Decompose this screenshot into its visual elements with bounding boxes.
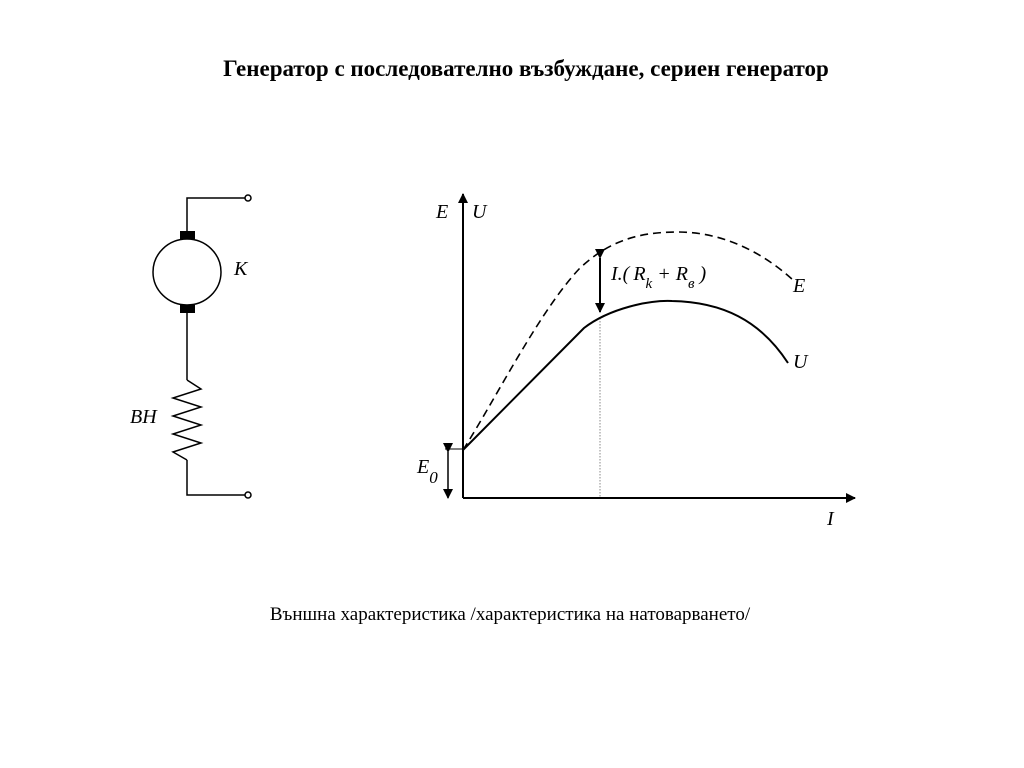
voltage-drop-r1-subscript: k	[645, 276, 653, 292]
bottom-lead-wire	[187, 460, 248, 495]
field-winding-resistor	[173, 380, 201, 460]
bottom-terminal[interactable]	[245, 492, 251, 498]
voltage-drop-close: )	[699, 263, 707, 285]
circuit-diagram	[153, 195, 251, 498]
voltage-drop-prefix: I.(	[611, 263, 630, 285]
page-title: Генератор с последователно възбуждане, сериен генератор	[223, 56, 829, 81]
voltage-curve-u	[463, 301, 788, 450]
e0-label	[416, 456, 438, 487]
armature-top-brush	[180, 231, 195, 239]
x-axis-label-i: I	[827, 508, 834, 530]
voltage-drop-plus: +	[657, 263, 671, 285]
voltage-drop-r1: R	[633, 263, 646, 285]
armature-bottom-brush	[180, 305, 195, 313]
y-axis-label-u: U	[472, 201, 487, 223]
e0-symbol: E	[417, 456, 430, 478]
curve-e-label: E	[793, 275, 806, 297]
voltage-drop-r2-subscript: в	[687, 276, 695, 292]
armature-circle	[153, 239, 221, 305]
caption: Външна характеристика /характеристика на натоварването/	[269, 604, 751, 625]
voltage-drop-label	[610, 263, 706, 292]
top-terminal[interactable]	[245, 195, 251, 201]
top-lead-wire	[187, 198, 248, 234]
voltage-drop-r2: R	[675, 263, 688, 285]
characteristic-graph	[445, 194, 855, 498]
armature-label: К	[234, 258, 248, 280]
curve-u-label: U	[793, 351, 808, 373]
field-winding-label: ВН	[130, 406, 157, 428]
e0-subscript: 0	[429, 468, 438, 487]
y-axis-label-e: E	[436, 201, 449, 223]
